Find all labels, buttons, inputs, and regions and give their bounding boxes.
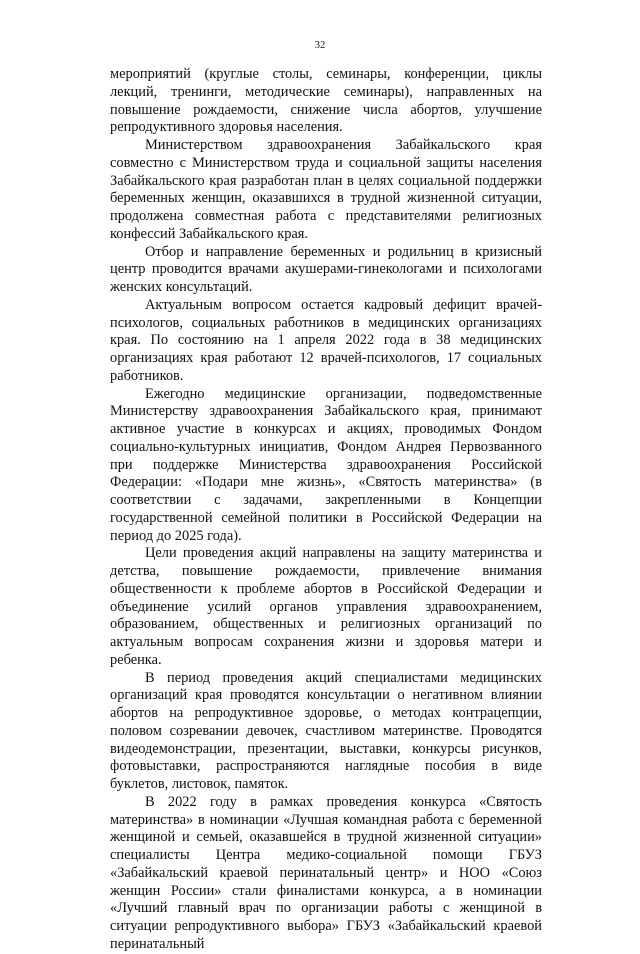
paragraph-staff-deficit: Актуальным вопросом остается кадровый дефицит врачей-психологов, социальных работников в медицинских организациях края. По состоянию на 1 апреля 2022 года в 38 медицинских организациях края работают 12 врачей-психологов, 17 социальных работников. xyxy=(110,296,542,384)
paragraph-2022-contest: В 2022 году в рамках проведения конкурса «Святость материнства» в номинации «Лучшая командная работа с беременной женщиной и семьей, оказавшейся в трудной жизненной ситуации» специалисты Центра медико-социальной помощи ГБУЗ «Забайкальский краевой перинатальный центр» и НОО «Союз женщин России» стали финалистами конкурса, а в номинации «Лучший главный врач по организации работы с женщиной в ситуации репродуктивного выбора» ГБУЗ «Забайкальский краевой перинатальный xyxy=(110,793,542,952)
document-body xyxy=(110,66,542,954)
paragraph-goals: Цели проведения акций направлены на защиту материнства и детства, повышение рождаемости, привлечение внимания общественности к проблеме абортов в Российской Федерации и объединение усилий органов управления здравоохранением, образованием, общественных и религиозных организаций по актуальным вопросам сохранения жизни и здоровья матери и ребенка. xyxy=(110,545,542,668)
paragraph-continuation: мероприятий (круглые столы, семинары, конференции, циклы лекций, тренинги, методические семинары), направленных на повышение рождаемости, снижение числа абортов, улучшение репродуктивного здоровья населения. xyxy=(110,66,542,136)
paragraph-ministry-plan: Министерством здравоохранения Забайкальского края совместно с Министерством труда и социальной защиты населения Забайкальского края разработан план в целях социальной поддержки беременных женщин, оказавшихся в трудной жизненной ситуации, продолжена совместная работа с представителями религиозных конфессий Забайкальского края. xyxy=(110,137,542,242)
page-number: 32 xyxy=(314,40,326,51)
paragraph-contests: Ежегодно медицинские организации, подведомственные Министерству здравоохранения Забайкальского края, принимают активное участие в конкурсах и акциях, проводимых Фондом социально-культурных инициатив, Фондом Андрея Первозванного при поддержке Министерства здравоохранения Российской Федерации: «Подари мне жизнь», «Святость материнства» (в соответствии с задачами, закрепленными в Концепции государственной семейной политики в Российской Федерации на период до 2025 года). xyxy=(110,385,542,544)
paragraph-crisis-center: Отбор и направление беременных и родильниц в кризисный центр проводится врачами акушерами-гинекологами и психологами женских консультаций. xyxy=(110,243,542,295)
paragraph-consultations: В период проведения акций специалистами медицинских организаций края проводятся консультации о негативном влиянии абортов на репродуктивное здоровье, о методах контрацепции, половом созревании девочек, счастливом материнстве. Проводятся видеодемонстрации, презентации, выставки, конкурсы рисунков, фотовыставки, распространяются наглядные пособия в виде буклетов, листовок, памяток. xyxy=(110,669,542,792)
